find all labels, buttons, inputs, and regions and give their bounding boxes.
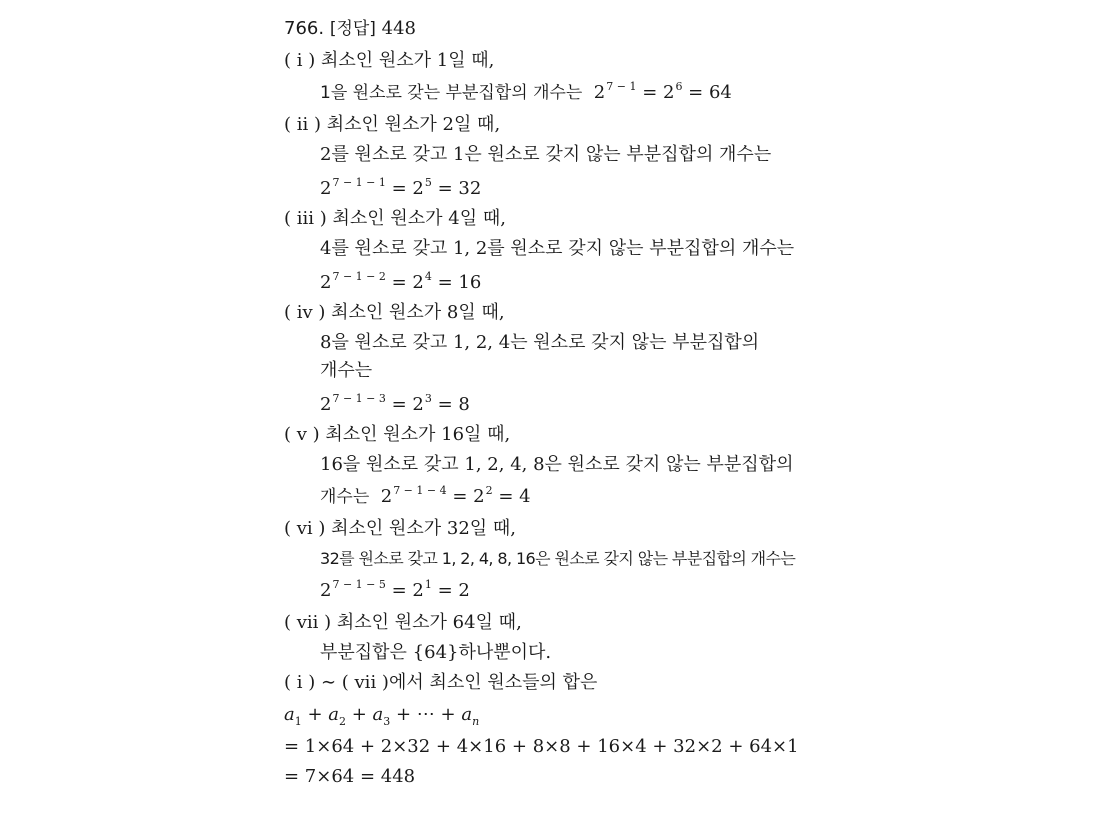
case-2-heading: ( ii ) 최소인 원소가 2일 때, <box>284 114 501 135</box>
answer-value: 448 <box>381 18 417 39</box>
case-5-text: 16을 원소로 갖고 1, 2, 4, 8은 원소로 갖지 않는 부분집합의 <box>320 454 794 475</box>
case-5-count <box>320 486 531 510</box>
case-5-text-cont: 개수는 <box>320 487 370 507</box>
problem-number: 766. <box>284 18 325 39</box>
case-6-text: 32를 원소로 갖고 1, 2, 4, 8, 16은 원소로 갖지 않는 부분집합의 개수는 <box>320 549 796 568</box>
case-4-heading: ( iv ) 최소인 원소가 8일 때, <box>284 302 505 323</box>
case-2-text: 2를 원소로 갖고 1은 원소로 갖지 않는 부분집합의 개수는 <box>320 144 772 165</box>
case-4-text: 8을 원소로 갖고 1, 2, 4는 원소로 갖지 않는 부분집합의 <box>320 332 760 353</box>
case-7-text: 부분집합은 {64}하나뿐이다. <box>320 642 552 663</box>
summary-heading: ( i ) ∼ ( vii )에서 최소인 원소들의 합은 <box>284 672 598 693</box>
summary-line-2: = 1×64 + 2×32 + 4×16 + 8×8 + 16×4 + 32×2 + 64×1 <box>284 736 799 757</box>
case-6-heading: ( vi ) 최소인 원소가 32일 때, <box>284 518 517 539</box>
answer-header <box>284 18 416 40</box>
case-6-formula: $2^{7 - 1 - 5} = 2^1 = 2$ <box>320 578 470 601</box>
summary-line-3: = 7×64 = 448 <box>284 766 416 787</box>
case-4-formula: $2^{7 - 1 - 3} = 2^3 = 8$ <box>320 392 470 415</box>
case-2-formula: $2^{7 - 1 - 1} = 2^5 = 32$ <box>320 176 482 199</box>
case-1-count <box>320 82 732 106</box>
case-6-text-line <box>320 548 795 570</box>
summary-sum-expression: $a_1 + a_2 + a_3$ + ⋯ + $a_n$ <box>284 704 480 728</box>
case-5-formula: $2^{7 - 1 - 4} = 2^2 = 4$ <box>380 484 531 507</box>
case-5-heading: ( v ) 최소인 원소가 16일 때, <box>284 424 511 445</box>
case-3-formula: $2^{7 - 1 - 2} = 2^4 = 16$ <box>320 270 482 293</box>
answer-label: [정답] <box>329 19 376 39</box>
case-7-heading: ( vii ) 최소인 원소가 64일 때, <box>284 612 522 633</box>
case-3-text: 4를 원소로 갖고 1, 2를 원소로 갖지 않는 부분집합의 개수는 <box>320 238 795 259</box>
case-1-formula: $2^{7 - 1} = 2^6 = 64$ <box>593 80 732 103</box>
case-4-text-cont: 개수는 <box>320 360 373 381</box>
case-3-heading: ( iii ) 최소인 원소가 4일 때, <box>284 208 506 229</box>
case-1-heading: ( i ) 최소인 원소가 1일 때, <box>284 50 495 71</box>
case-1-text: 1을 원소로 갖는 부분집합의 개수는 <box>320 83 583 103</box>
